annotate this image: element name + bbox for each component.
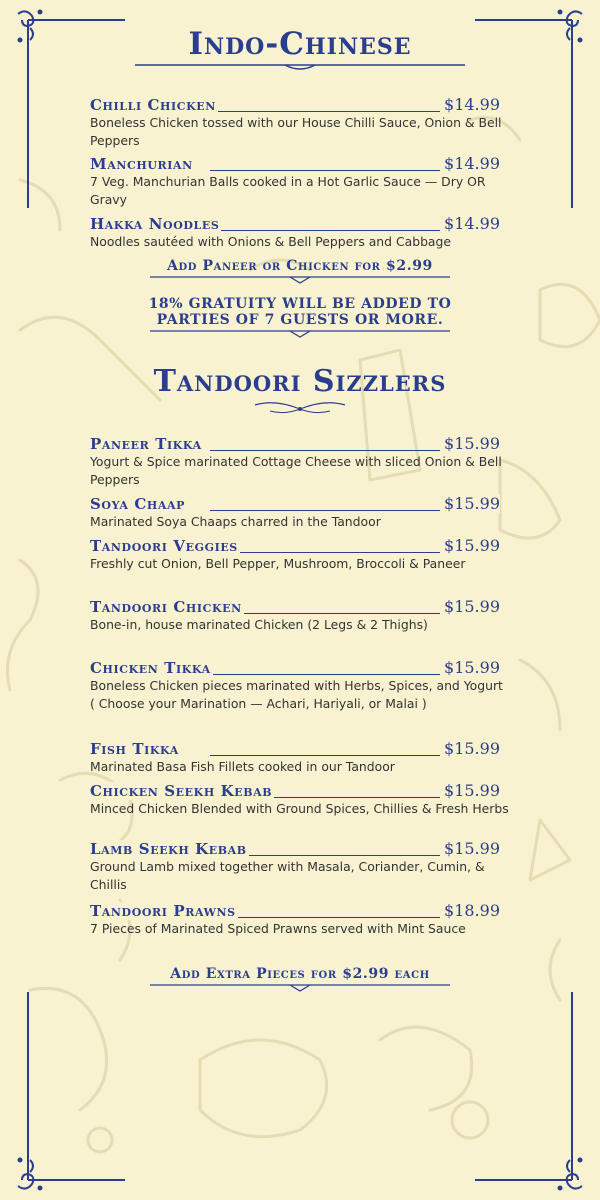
menu-item-tandoori-chicken bbox=[90, 598, 500, 634]
addon-text: Add Extra Pieces for $2.99 each bbox=[170, 966, 430, 982]
menu-item-fish-tikka bbox=[90, 740, 500, 776]
item-name: Tandoori Chicken bbox=[90, 598, 242, 616]
dotted-leader bbox=[210, 755, 440, 756]
notice-line-1: 18% GRATUITY WILL BE ADDED TO bbox=[148, 296, 452, 312]
item-name: Paneer Tikka bbox=[90, 435, 202, 453]
item-price: $14.99 bbox=[441, 214, 500, 233]
addon-text: Add Paneer or Chicken for $2.99 bbox=[167, 258, 433, 274]
item-name: Fish Tikka bbox=[90, 740, 179, 758]
item-price: $18.99 bbox=[441, 901, 500, 920]
item-description: Marinated Basa Fish Fillets cooked in our Tandoor bbox=[90, 759, 395, 774]
dotted-leader bbox=[210, 674, 440, 675]
menu-item-soya-chaap bbox=[90, 495, 500, 531]
item-price: $15.99 bbox=[441, 536, 500, 555]
item-price: $15.99 bbox=[441, 494, 500, 513]
item-description: Freshly cut Onion, Bell Pepper, Mushroom, Broccoli & Paneer bbox=[90, 556, 466, 571]
section-title-text: Tandoori Sizzlers bbox=[153, 364, 447, 399]
item-name: Tandoori Veggies bbox=[90, 537, 238, 555]
menu-item-chilli-chicken bbox=[90, 96, 500, 150]
item-description: Noodles sautéed with Onions & Bell Peppers and Cabbage bbox=[90, 234, 452, 249]
item-description: 7 Veg. Manchurian Balls cooked in a Hot Garlic Sauce — Dry OR Gravy bbox=[90, 174, 486, 207]
menu-item-paneer-tikka bbox=[90, 435, 500, 489]
dotted-leader bbox=[210, 170, 440, 171]
note-ornament bbox=[150, 328, 450, 340]
menu-item-lamb-seekh-kebab bbox=[90, 840, 500, 894]
dotted-leader bbox=[210, 552, 440, 553]
gratuity-notice bbox=[0, 296, 600, 340]
dotted-leader bbox=[210, 230, 440, 231]
note-ornament bbox=[150, 982, 450, 994]
section-title-text: Indo-Chinese bbox=[188, 26, 412, 62]
item-price: $15.99 bbox=[441, 658, 500, 677]
note-ornament bbox=[150, 274, 450, 286]
notice-line-2: PARTIES OF 7 GUESTS OR MORE. bbox=[156, 312, 444, 328]
addon-note-extra-pieces bbox=[0, 966, 600, 994]
item-description: Yogurt & Spice marinated Cottage Cheese with sliced Onion & Bell Peppers bbox=[90, 454, 502, 487]
item-price: $15.99 bbox=[441, 434, 500, 453]
dotted-leader bbox=[210, 510, 440, 511]
item-price: $14.99 bbox=[441, 95, 500, 114]
item-name: Lamb Seekh Kebab bbox=[90, 840, 247, 858]
item-description: Bone-in, house marinated Chicken (2 Legs & 2 Thighs) bbox=[90, 617, 428, 632]
title-flourish-ornament bbox=[250, 399, 350, 417]
item-name: Hakka Noodles bbox=[90, 215, 220, 233]
menu-item-chicken-tikka bbox=[90, 658, 503, 713]
menu-item-tandoori-prawns bbox=[90, 902, 500, 938]
dotted-leader bbox=[210, 450, 440, 451]
dotted-leader bbox=[210, 613, 440, 614]
addon-note-paneer-chicken bbox=[0, 258, 600, 286]
item-price: $15.99 bbox=[441, 739, 500, 758]
section-title-indo-chinese bbox=[0, 26, 600, 72]
section-title-tandoori-sizzlers bbox=[0, 364, 600, 417]
item-price: $15.99 bbox=[441, 839, 500, 858]
title-underline-ornament bbox=[135, 62, 465, 72]
item-description: Boneless Chicken tossed with our House Chilli Sauce, Onion & Bell Peppers bbox=[90, 115, 502, 148]
item-name: Chilli Chicken bbox=[90, 96, 216, 114]
item-description: Minced Chicken Blended with Ground Spices, Chillies & Fresh Herbs bbox=[90, 801, 509, 816]
item-price: $15.99 bbox=[441, 781, 500, 800]
item-description: Marinated Soya Chaaps charred in the Tandoor bbox=[90, 514, 381, 529]
item-description: Ground Lamb mixed together with Masala, Coriander, Cumin, & Chillis bbox=[90, 859, 485, 892]
menu-item-hakka-noodles bbox=[90, 215, 500, 251]
menu-item-manchurian bbox=[90, 155, 500, 209]
dotted-leader bbox=[210, 111, 440, 112]
dotted-leader bbox=[210, 917, 440, 918]
item-description: 7 Pieces of Marinated Spiced Prawns served with Mint Sauce bbox=[90, 921, 466, 936]
item-price: $14.99 bbox=[441, 154, 500, 173]
menu-item-tandoori-veggies bbox=[90, 537, 500, 573]
item-name: Tandoori Prawns bbox=[90, 902, 236, 920]
item-name: Soya Chaap bbox=[90, 495, 185, 513]
item-name: Chicken Tikka bbox=[90, 659, 211, 677]
item-name: Manchurian bbox=[90, 155, 193, 173]
item-description: Boneless Chicken pieces marinated with Herbs, Spices, and Yogurt ( Choose your Marination — Achari, Hariyali, or Malai ) bbox=[90, 678, 503, 711]
menu-item-chicken-seekh-kebab bbox=[90, 781, 509, 818]
item-price: $15.99 bbox=[441, 597, 500, 616]
item-name: Chicken Seekh Kebab bbox=[90, 782, 273, 800]
